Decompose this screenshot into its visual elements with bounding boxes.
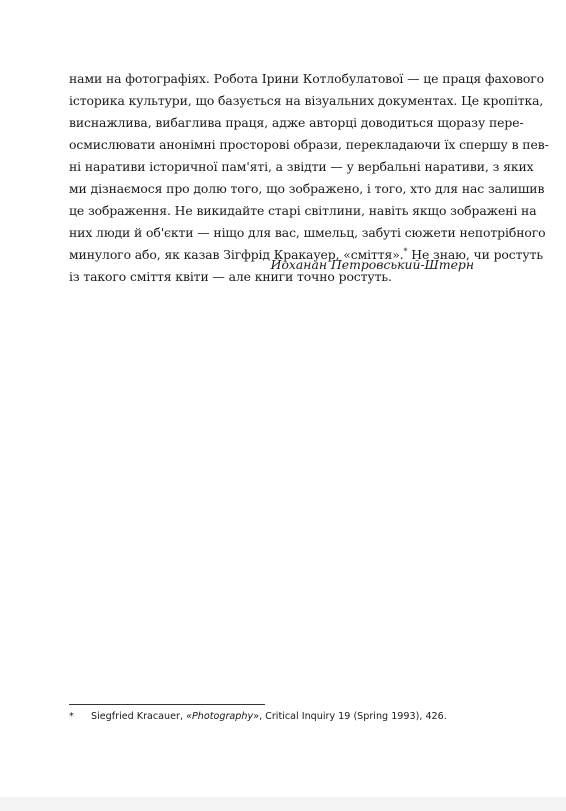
footnote-author: Siegfried Kracauer, [91,711,187,722]
footnote-citation: , Critical Inquiry 19 (Spring 1993), 426. [259,711,447,722]
paragraph-line: них люди й об'єкти — ніщо для вас, шмельц, забуті сюжети непотрібного [69,225,546,240]
paragraph-line: історика культури, що базується на візуальних документах. Це кропітка, [69,93,544,108]
footnote-title: «Photography» [186,711,260,722]
paragraph-line-text: Не знаю, чи ростуть [407,247,543,262]
footnote-divider [69,704,265,705]
paragraph-line: це зображення. Не викидайте старі світлини, навіть якщо зображені на [69,203,537,218]
paragraph-line: виснажлива, вибаглива праця, адже авторці доводиться щоразу пере- [69,115,524,130]
paragraph-line: ні наративи історичної пам'яті, а звідти — у вербальні наративи, з яких [69,159,534,174]
footnote-mark: * [69,711,74,722]
page-bottom-edge [0,797,566,811]
paragraph-line-text: минулого або, як казав Зігфрід Кракауер, «сміття». [69,247,404,262]
footnote [69,709,489,725]
paragraph-line: ми дізнаємося про долю того, що зображено, і того, хто для нас залишив [69,181,545,196]
footnote-reference-mark[interactable]: * [403,247,408,256]
paragraph-line: нами на фотографіях. Робота Ірини Котлобулатової — це праця фахового [69,71,545,86]
paragraph-line: із такого сміття квіти — але книги точно ростуть. [69,269,392,284]
author-signature: Йоханан Петровський-Штерн [270,257,474,272]
paragraph-line: осмислювати анонімні просторові образи, перекладаючи їх спершу в пев- [69,137,549,152]
